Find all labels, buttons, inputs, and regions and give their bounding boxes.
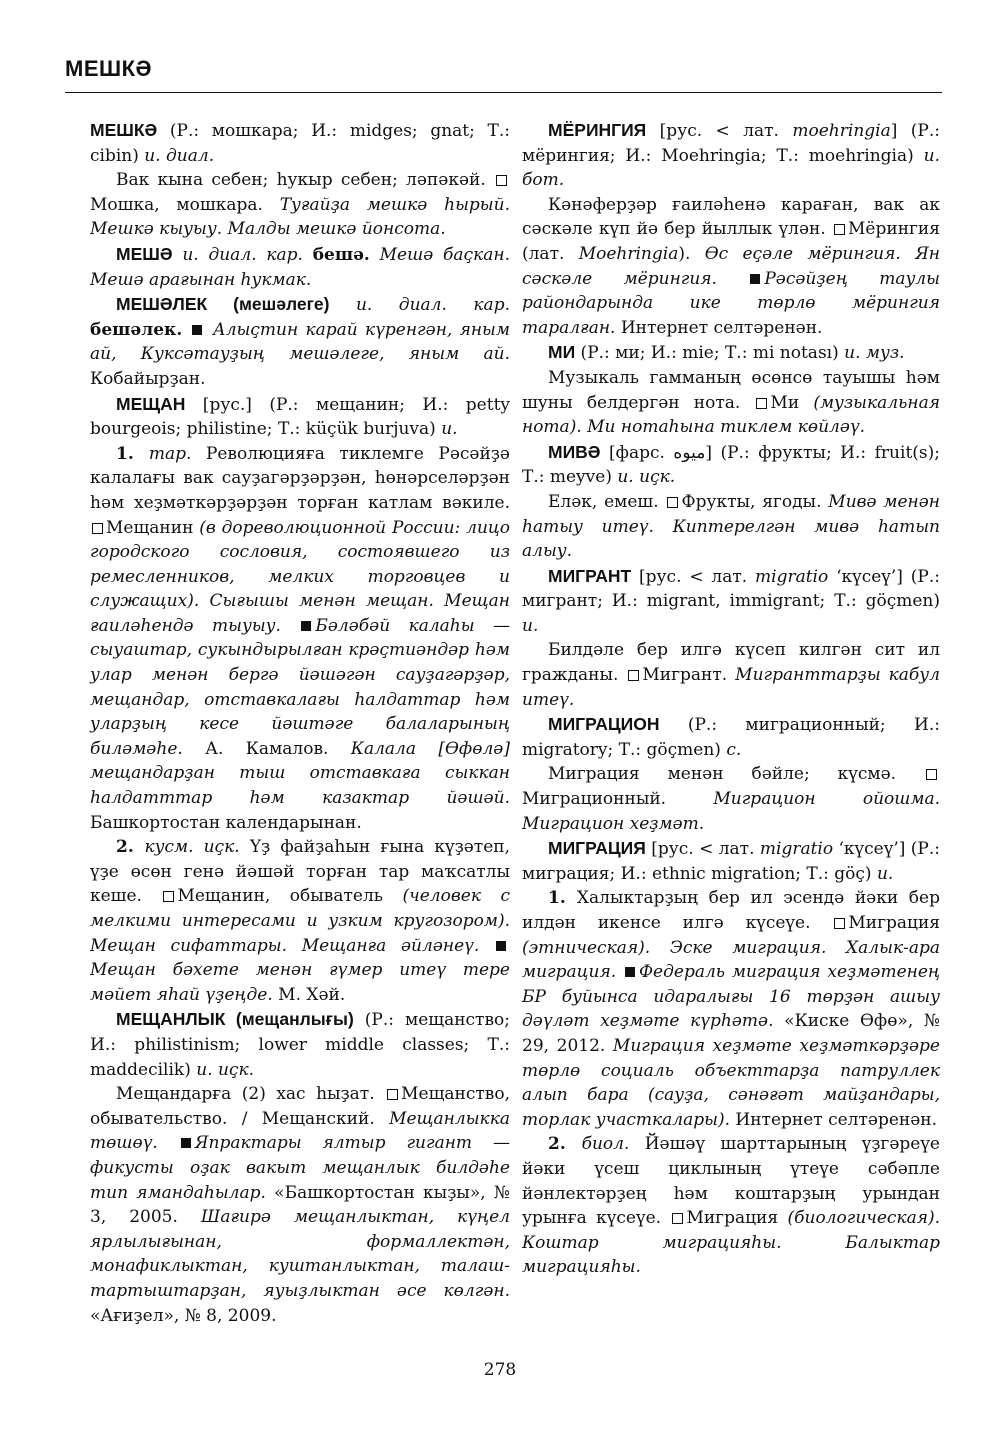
def-text: Революцияға тиклемге Рәсәйҙә калалағы вак сауҙагәрҙәрҙән, һөнәрселәрҙән һәм хеҙмәткәрҙәрҙән торған катлам вәкиле. <box>90 443 510 513</box>
grammar: ] (Р.: мёрингия; И.: Moehringia; Т.: moehringia) <box>522 121 940 166</box>
white-square-icon <box>756 398 767 409</box>
labels: и. бот. <box>522 145 940 191</box>
sense-1 <box>522 886 940 1132</box>
ru-gloss: (музыкальная нота). <box>522 392 940 438</box>
def-text: Еләк, емеш. <box>548 491 666 512</box>
labels: с. <box>726 739 742 760</box>
source: «Ағиҙел», № 8, 2009. <box>90 1305 277 1326</box>
latin: moehringia <box>792 121 891 141</box>
labels: биол. <box>581 1134 645 1155</box>
grammar: (Р.: миграционный; И.: migratory; Т.: göçmen) <box>522 715 940 760</box>
white-square-icon <box>667 497 678 508</box>
white-square-icon <box>834 224 845 235</box>
white-square-icon <box>92 523 103 534</box>
page-header: МЕШКӘ <box>65 56 153 81</box>
examples: Мивә менән һатыу итеү. Киптерелгән мивә һатып алыу. <box>522 491 940 562</box>
entry-meringiya <box>522 118 940 193</box>
examples: Мигранттарҙы кабул итеү. <box>522 665 940 710</box>
source: «Башкортостан кыҙы», № 3, 2005. <box>90 1182 510 1228</box>
def-text: Мещандарға (2) хас һыҙат. <box>116 1084 386 1105</box>
white-square-icon <box>163 891 174 902</box>
grammar: (Р.: мошкара; И.: midges; gnat; Т.: cibin) <box>90 121 510 166</box>
sense-number: 2. <box>548 1134 582 1155</box>
labels: и. диал. кар. <box>329 295 510 316</box>
def-text: Йәшәү шарттарының үҙгәреүе йәки үсеш циклының үтеүе сәбәпле йәнлектәрҙең һәм коштарҙың урындан урынға күсеүе. <box>522 1134 940 1229</box>
sense-number: 2. <box>116 837 145 858</box>
quote: Калала [Өфөлә] мещандарҙан тыш отставкаға сыккан һалдатттар һәм казактар йәшәй. <box>90 738 510 809</box>
def-text: Кәнәферҙәр ғаиләһенә караған, вак ак сәскәле күп йә бер йыллык үлән. <box>522 194 940 240</box>
ru-gloss: (биологическая). <box>787 1208 941 1229</box>
cross-ref: бешәлек. <box>90 319 183 340</box>
white-square-icon <box>672 1213 683 1224</box>
latin: Moehringia <box>578 243 679 264</box>
header-rule <box>65 92 942 93</box>
ru-equiv: Мигрант. <box>642 665 736 686</box>
ru-equiv: Миграция <box>848 913 940 933</box>
def-text: Вак кына себен; һукыр себен; ләпәкәй. <box>116 170 494 191</box>
white-square-icon <box>387 1089 398 1100</box>
headword: МЕЩАН <box>116 393 186 414</box>
quote: Шағирә мещанлыктан, күңел ярлылығынан, формаллектән, монафиклыктан, куштанлыктан, талаш-тартыштарҙан, яуыҙлыктан әсе көлгән. <box>90 1207 510 1301</box>
black-square-icon <box>181 1138 191 1148</box>
ru-equiv: Мещанин, обыватель <box>177 886 403 907</box>
examples: Мешә баҫкан. Мешә арағынан һукмак. <box>90 244 510 290</box>
latin: migratio <box>759 839 834 860</box>
entry-meshe <box>90 242 510 292</box>
white-square-icon <box>628 670 639 681</box>
quote: Федераль миграция хеҙмәтенең БР буйынса идаралығы 16 төрҙән ашыу дәүләт хеҙмәте күрһәтә. <box>522 962 940 1032</box>
def-text: Үҙ файҙаһын ғына күҙәтеп, үҙе өсөн генә йәшәй торған тар маҡсатлы кеше. <box>90 837 511 907</box>
source: М. Хәй. <box>278 984 346 1005</box>
def-text: Музыкаль гамманың өсөнсө тауышы һәм шуны белдергән нота. <box>522 367 940 413</box>
definition <box>522 490 940 564</box>
entry-migrant <box>522 564 940 639</box>
sense-2 <box>90 835 510 1007</box>
definition <box>522 762 940 836</box>
quote: Миграция хеҙмәте хеҙмәткәрҙәре төрлө социаль объекттарҙа патруллек алып бара (сауҙа, сәнәғәт майҙандары, торлак участкалары). <box>522 1035 940 1130</box>
entry-meshchan <box>90 392 510 442</box>
quote: Алыҫтин карай күренгән, яным ай, Куксәтауҙың мешәлеге, яным ай. <box>90 319 510 365</box>
quote: Рәсәйҙең таулы райондарында ике төрлө мёрингия таралған. <box>522 268 940 338</box>
grammar: [рус.] (Р.: мещанин; И.: petty bourgeois; philistine; Т.: küçük burjuva) <box>90 394 510 440</box>
quote: Мещан бәхете менән ғүмер итеү тере мәйет яһай үҙеңде. <box>90 960 510 1005</box>
black-square-icon <box>301 621 311 631</box>
grammar: [рус. < лат. <box>645 839 760 860</box>
grammar: [рус. < лат. <box>631 566 756 587</box>
ru-gloss: (человек с мелкими интересами и узким кругозором). <box>90 886 510 931</box>
entry-meshchanlyk <box>90 1007 510 1082</box>
def-text: Билдәле бер илгә күсеп килгән сит ил гражданы. <box>522 640 940 686</box>
entry-meshelek <box>90 292 510 391</box>
left-column <box>90 118 510 1328</box>
ru-gloss: (в дореволюционной России: лицо городского сословия, состоявшего из ремесленников, мелких торговцев и служащих). <box>90 517 510 612</box>
quote: Япрактары ялтыр гигант — фикусты оҙак вакыт мещанлык билдәһе тип ямандаһылар. <box>90 1133 510 1203</box>
right-column <box>522 118 940 1280</box>
source: А. Камалов. <box>205 738 351 759</box>
definition <box>90 1082 510 1328</box>
ru-gloss: (этническая). <box>522 937 670 958</box>
labels: и. диал. кар. <box>172 244 313 265</box>
white-square-icon <box>926 769 937 780</box>
ru-equiv: Фрукты, ягоды. <box>681 491 829 512</box>
examples: Мещанлыкка төшөү. <box>90 1108 510 1154</box>
labels: и. диал. <box>144 145 215 166</box>
source: Кобайырҙан. <box>90 368 206 389</box>
headword: МЕШӘЛЕК (мешәлеге) <box>116 294 330 315</box>
definition <box>90 168 510 242</box>
headword: МЕШКӘ <box>90 120 158 140</box>
labels: и. <box>876 863 894 884</box>
sense-number: 1. <box>116 443 149 464</box>
source: Интернет селтәренән. <box>620 317 823 338</box>
headword: МИ <box>548 342 576 363</box>
ru-equiv: Миграция <box>686 1208 788 1229</box>
black-square-icon <box>496 941 506 951</box>
headword: МЕЩАНЛЫК (мещанлығы) <box>116 1009 354 1030</box>
labels: и. иҫк. <box>196 1059 255 1080</box>
grammar: ‘күсеү’] (Р.: миграция; И.: ethnic migration; Т.: göç) <box>522 839 940 884</box>
grammar: [фарс. میوه] (Р.: фрукты; И.: fruit(s); Т.: meyve) <box>522 442 940 488</box>
examples: Туғайҙа мешкә һырый. Мешкә кыуыу. Малды мешкә йонсота. <box>90 194 510 240</box>
definition <box>522 366 940 440</box>
headword: МИГРАЦИЯ <box>548 838 646 859</box>
grammar: (Р.: мещанство; И.: philistinism; lower middle classes; Т.: maddecilik) <box>90 1010 510 1080</box>
examples: Миграцион ойошма. Миграцион хеҙмәт. <box>522 789 940 834</box>
labels: и. иҫк. <box>617 467 676 488</box>
entry-migratsion <box>522 712 940 762</box>
cross-ref: бешә. <box>312 244 370 265</box>
labels: тар. <box>148 443 206 464</box>
entry-migratsiya <box>522 836 940 886</box>
sense-2 <box>522 1132 940 1280</box>
examples: Сығышы менән мещан. Мещан ғаиләһендә тыуыу. <box>90 591 510 636</box>
quote: Бәләбәй калаһы — сыуаштар, сукындырылған крәҫтиәндәр һәм улар менән бергә йәшәгән сауҙагәрҙәр, мещандар, отставкалағы һалдаттар һәм уларҙың кесе йәштәге балаларының биләмәһе. <box>90 615 510 759</box>
labels: кусм. иҫк. <box>144 837 250 858</box>
def-text: Халыктарҙың бер ил эсендә йәки бер илдән икенсе илгә күсеүе. <box>522 888 940 933</box>
latin: migratio <box>755 566 829 587</box>
def-text: Миграция менән бәйле; күсмә. <box>548 764 924 785</box>
white-square-icon <box>834 918 845 929</box>
sense-1 <box>90 442 510 836</box>
examples: Коштар миграцияһы. Балыктар миграцияһы. <box>522 1232 940 1278</box>
grammar: (Р.: ми; И.: mie; Т.: mi notası) <box>575 343 845 364</box>
examples: Эске миграция. Халык-ара миграция. <box>522 937 940 983</box>
black-square-icon <box>750 274 760 284</box>
headword: МЕШӘ <box>116 243 173 264</box>
entry-meshke <box>90 118 510 168</box>
ru-equiv: Миграционный. <box>522 789 714 810</box>
source: «Киске Өфө», № 29, 2012. <box>522 1011 940 1056</box>
sense-number: 1. <box>548 888 577 909</box>
examples: Мещан сифаттары. Мещанға әйләнеү. <box>90 935 494 956</box>
ru-equiv: Мёрингия (лат. <box>522 219 940 264</box>
grammar: ‘күсеү’] (Р.: мигрант; И.: migrant, immigrant; Т.: göçmen) <box>522 566 940 612</box>
labels: и. <box>522 615 539 636</box>
headword: МИВӘ <box>548 441 601 462</box>
examples: Өс еҫәле мёрингия. Ян сәскәле мёрингия. <box>522 243 941 289</box>
ru-equiv: Ми <box>770 392 814 413</box>
labels: и. <box>441 419 458 440</box>
black-square-icon <box>192 325 202 335</box>
definition <box>522 638 940 712</box>
white-square-icon <box>496 175 507 186</box>
black-square-icon <box>625 967 635 977</box>
ru-equiv: Мещанин <box>106 517 200 538</box>
definition <box>522 193 940 341</box>
ru-equiv: Мошка, мошкара. <box>90 194 280 215</box>
ru-equiv: Мещанство, обывательство. / Мещанский. <box>90 1084 510 1129</box>
headword: МИГРАЦИОН <box>548 714 660 735</box>
source: Интернет селтәренән. <box>735 1109 938 1130</box>
headword: МЁРИНГИЯ <box>548 120 647 140</box>
ru-equiv-end: ). <box>678 243 705 264</box>
entry-mive <box>522 440 940 490</box>
grammar: [рус. < лат. <box>646 121 793 141</box>
headword: МИГРАНТ <box>548 565 632 586</box>
examples: Ми нотаһына тиклем көйләү. <box>587 417 866 438</box>
page-number: 278 <box>483 1360 517 1380</box>
labels: и. муз. <box>844 343 905 364</box>
entry-mi <box>522 340 940 366</box>
source: Башкортостан календарынан. <box>90 812 362 833</box>
